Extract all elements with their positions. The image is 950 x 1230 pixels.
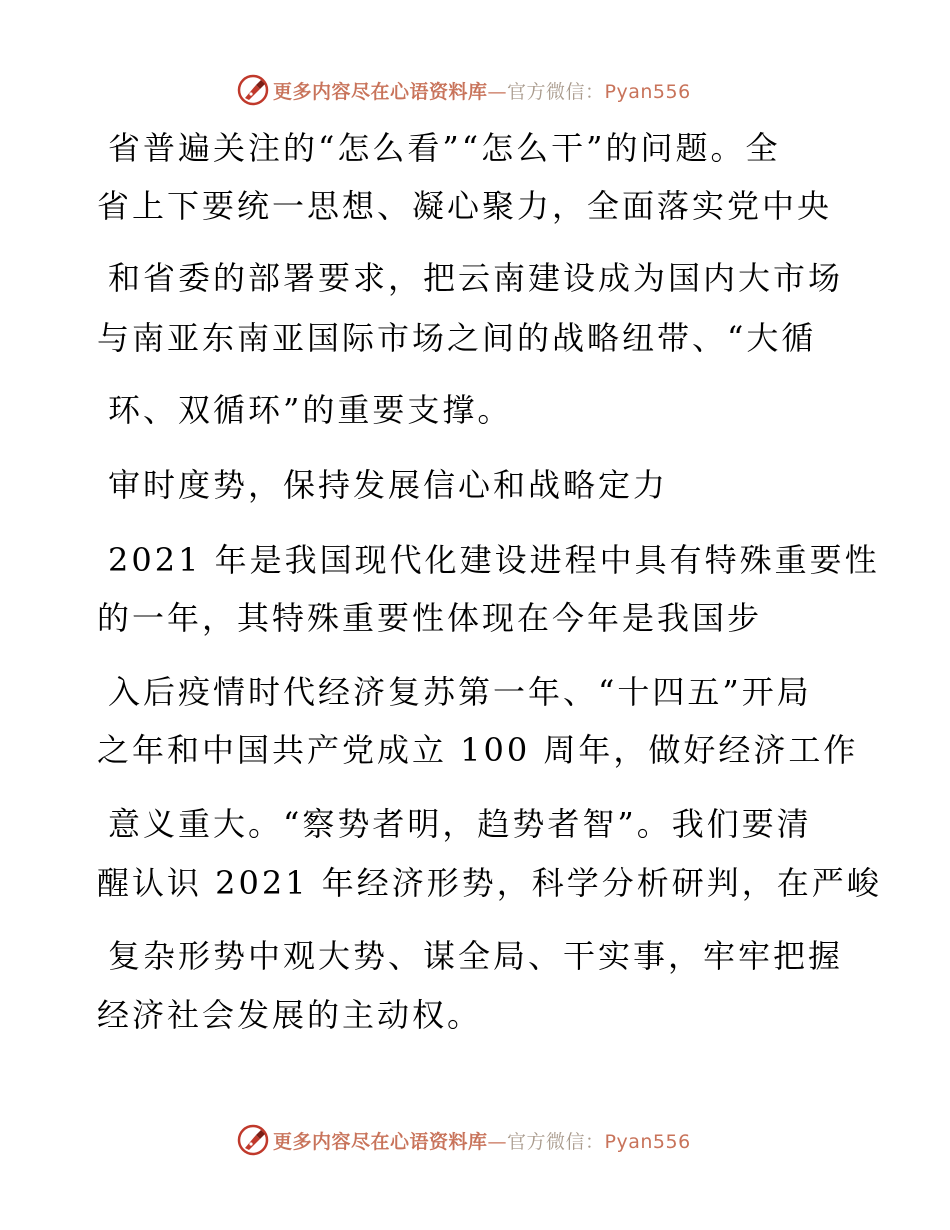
footer-banner xyxy=(236,1122,716,1158)
header-banner xyxy=(236,72,716,108)
banner-wechat-handle: Pyan556 xyxy=(604,1130,691,1153)
text-line-12: 醒认识 2021 年经济形势，科学分析研判，在严峻 xyxy=(97,864,882,902)
banner-wechat-label: 官方微信： xyxy=(507,1130,605,1153)
text-line-10: 之年和中国共产党成立 100 周年，做好经济工作 xyxy=(97,731,859,769)
text-line-5: 环、双循环”的重要支撑。 xyxy=(108,391,513,429)
banner-wechat-label: 官方微信： xyxy=(507,80,605,103)
banner-text xyxy=(273,1127,691,1154)
banner-site-name: 更多内容尽在心语资料库 xyxy=(273,80,488,103)
banner-wechat-handle: Pyan556 xyxy=(604,80,691,103)
banner-site-name: 更多内容尽在心语资料库 xyxy=(273,1130,488,1153)
section-heading: 审时度势，保持发展信心和战略定力 xyxy=(108,466,669,504)
text-line-11: 意义重大。“察势者明，趋势者智”。我们要清 xyxy=(108,805,812,843)
text-line-1: 省普遍关注的“怎么看”“怎么干”的问题。全 xyxy=(108,129,781,167)
text-line-7: 2021 年是我国现代化建设进程中具有特殊重要性 xyxy=(108,541,880,579)
pen-nib-logo-icon xyxy=(236,73,270,107)
text-line-8: 的一年，其特殊重要性体现在今年是我国步 xyxy=(97,599,763,637)
banner-text xyxy=(273,77,691,104)
text-line-14: 经济社会发展的主动权。 xyxy=(97,996,483,1034)
pen-nib-logo-icon xyxy=(236,1123,270,1157)
banner-separator: — xyxy=(487,1130,508,1153)
text-line-13: 复杂形势中观大势、谋全局、干实事，牢牢把握 xyxy=(108,937,844,975)
text-line-3: 和省委的部署要求，把云南建设成为国内大市场 xyxy=(108,259,844,297)
banner-separator: — xyxy=(487,80,508,103)
text-line-4: 与南亚东南亚国际市场之间的战略纽带、“大循 xyxy=(97,319,817,357)
text-line-2: 省上下要统一思想、凝心聚力，全面落实党中央 xyxy=(97,187,833,225)
text-line-9: 入后疫情时代经济复苏第一年、“十四五”开局 xyxy=(108,673,812,711)
